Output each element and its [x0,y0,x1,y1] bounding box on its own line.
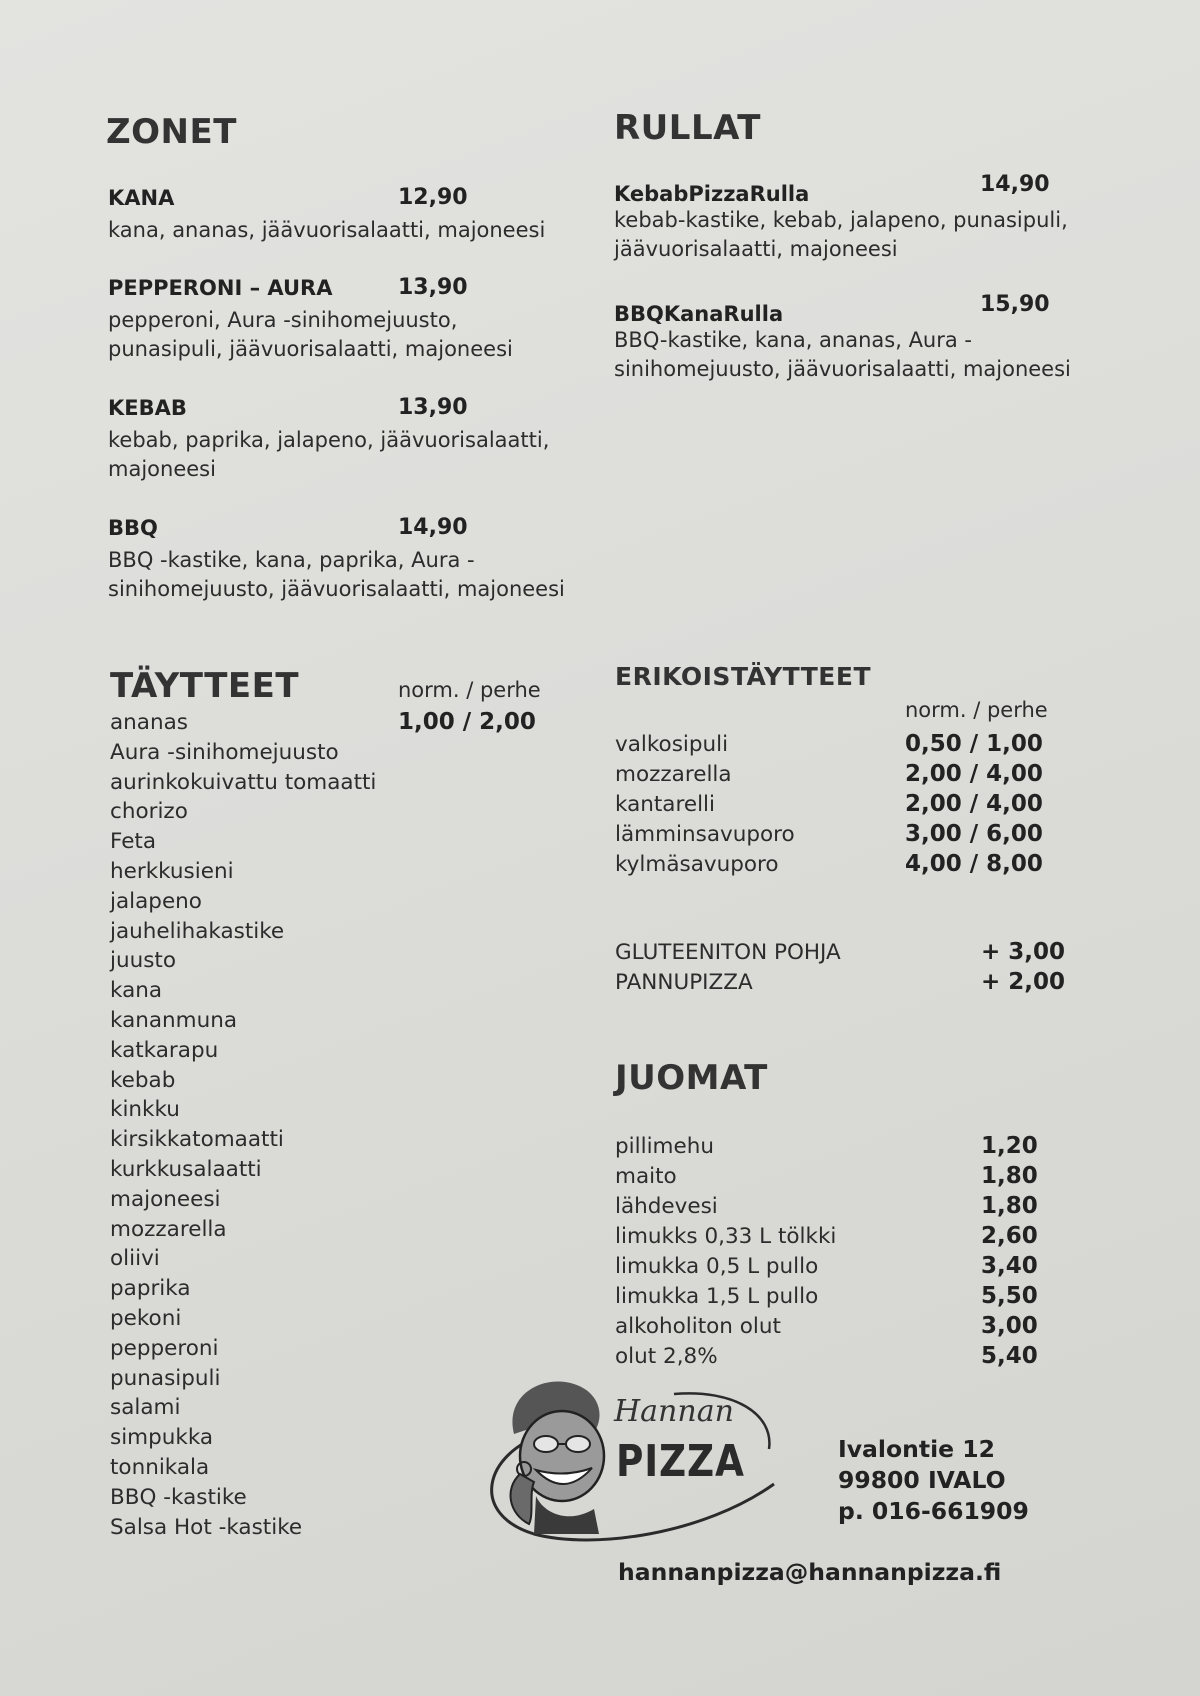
special-topping-name: lämminsavuporo [615,822,795,847]
drink-name: limukka 1,5 L pullo [615,1284,819,1309]
logo-script-text: Hannan [614,1394,734,1429]
drink-price: 2,60 [981,1223,1038,1249]
item-price: 15,90 [980,292,1050,317]
extra-price: + 3,00 [981,939,1066,965]
item-desc: BBQ -kastike, kana, paprika, Aura - [108,548,475,572]
topping-item: kirsikkatomaatti [110,1127,284,1153]
erikoistaytteet-title: ERIKOISTÄYTTEET [615,662,871,691]
item-name: PEPPERONI – AURA [108,276,333,300]
extra-name: GLUTEENITON POHJA [615,940,841,965]
drink-name: limukka 0,5 L pullo [615,1254,819,1279]
address-city: 99800 IVALO [838,1466,1006,1494]
topping-item: jauhelihakastike [110,918,285,944]
taytteet-price: 1,00 / 2,00 [398,709,536,735]
topping-item: BBQ -kastike [110,1484,247,1510]
special-topping-price: 2,00 / 4,00 [905,761,1043,787]
special-topping-row [615,760,1075,790]
special-topping-name: kantarelli [615,792,715,817]
topping-item: katkarapu [110,1037,219,1063]
zonet-title: ZONET [106,112,237,152]
item-price: 13,90 [398,275,468,300]
special-topping-price: 4,00 / 8,00 [905,851,1043,877]
extra-row [615,938,1075,968]
item-desc: BBQ-kastike, kana, ananas, Aura - [614,328,972,352]
special-topping-name: kylmäsavuporo [615,852,779,877]
item-desc: kebab, paprika, jalapeno, jäävuorisalaatti, [108,428,550,452]
special-topping-row [615,790,1075,820]
special-topping-name: valkosipuli [615,732,729,757]
item-name: KEBAB [108,396,187,420]
drink-name: olut 2,8% [615,1344,718,1369]
item-price: 12,90 [398,185,468,210]
topping-item: kananmuna [110,1007,238,1033]
item-name: KebabPizzaRulla [614,182,810,206]
drink-row [615,1282,1075,1312]
item-price: 14,90 [398,515,468,540]
special-topping-row [615,820,1075,850]
topping-item: majoneesi [110,1186,221,1212]
taytteet-title: TÄYTTEET [110,666,300,706]
juomat-list [615,1132,1075,1377]
special-topping-price: 3,00 / 6,00 [905,821,1043,847]
taytteet-list [110,708,376,1542]
item-desc: majoneesi [108,457,216,481]
drink-price: 1,80 [981,1163,1038,1189]
topping-item: chorizo [110,799,188,825]
drink-row [615,1252,1075,1282]
drink-row [615,1162,1075,1192]
special-topping-row [615,850,1075,880]
topping-item: ananas [110,710,188,735]
drink-price: 1,20 [981,1133,1038,1159]
topping-item: juusto [110,948,177,974]
contact-email: hannanpizza@hannanpizza.fi [618,1558,1002,1586]
item-desc: pepperoni, Aura -sinihomejuusto, [108,308,458,332]
extra-price: + 2,00 [981,969,1066,995]
drink-name: maito [615,1164,677,1189]
topping-item: kebab [110,1067,176,1093]
topping-item: oliivi [110,1246,160,1272]
item-price: 14,90 [980,172,1050,197]
taytteet-norm-label: norm. / perhe [398,678,541,702]
topping-item: paprika [110,1276,191,1302]
special-topping-name: mozzarella [615,762,732,787]
drink-row [615,1222,1075,1252]
item-desc: kebab-kastike, kebab, jalapeno, punasipuli, [614,208,1068,232]
item-desc: punasipuli, jäävuorisalaatti, majoneesi [108,337,513,361]
topping-item: mozzarella [110,1216,227,1242]
topping-item: salami [110,1395,181,1421]
drink-price: 1,80 [981,1193,1038,1219]
item-name: KANA [108,186,175,210]
drink-price: 5,40 [981,1343,1038,1369]
contact-address [838,1434,1029,1527]
phone-number: p. 016-661909 [838,1497,1029,1525]
drink-price: 3,00 [981,1313,1038,1339]
topping-item: kana [110,978,163,1004]
drink-name: alkoholiton olut [615,1314,781,1339]
drink-price: 3,40 [981,1253,1038,1279]
item-desc: sinihomejuusto, jäävuorisalaatti, majoneesi [614,357,1071,381]
item-name: BBQ [108,516,158,540]
topping-item: simpukka [110,1425,214,1451]
drink-row [615,1312,1075,1342]
drink-row [615,1342,1075,1372]
item-desc: sinihomejuusto, jäävuorisalaatti, majoneesi [108,577,565,601]
item-price: 13,90 [398,395,468,420]
juomat-title: JUOMAT [615,1058,768,1098]
topping-item: Salsa Hot -kastike [110,1514,303,1540]
logo-pizza-text: PIZZA [616,1436,745,1487]
drink-name: limukks 0,33 L tölkki [615,1224,837,1249]
topping-item: herkkusieni [110,858,234,884]
topping-item: pepperoni [110,1335,219,1361]
erikoistaytteet-norm-label: norm. / perhe [905,698,1048,722]
rullat-title: RULLAT [614,108,761,148]
drink-row [615,1132,1075,1162]
topping-item: kurkkusalaatti [110,1156,262,1182]
drink-price: 5,50 [981,1283,1038,1309]
extra-name: PANNUPIZZA [615,970,753,995]
topping-item: aurinkokuivattu tomaatti [110,769,377,795]
special-topping-row [615,730,1075,760]
special-topping-price: 0,50 / 1,00 [905,731,1043,757]
topping-item: kinkku [110,1097,180,1123]
topping-item: pekoni [110,1305,182,1331]
special-topping-price: 2,00 / 4,00 [905,791,1043,817]
item-desc: jäävuorisalaatti, majoneesi [614,237,898,261]
extra-row [615,968,1075,998]
item-name: BBQKanaRulla [614,302,784,326]
topping-item: jalapeno [110,888,202,914]
item-desc: kana, ananas, jäävuorisalaatti, majoneesi [108,218,546,242]
hannan-pizza-logo [474,1374,784,1550]
address-street: Ivalontie 12 [838,1435,995,1463]
drink-row [615,1192,1075,1222]
drink-name: lähdevesi [615,1194,718,1219]
drink-name: pillimehu [615,1134,714,1159]
topping-item: Feta [110,829,157,855]
extras-list [615,938,1075,1000]
topping-item: punasipuli [110,1365,221,1391]
erikoistaytteet-list [615,730,1075,890]
topping-item: tonnikala [110,1454,210,1480]
topping-item: Aura -sinihomejuusto [110,739,339,765]
